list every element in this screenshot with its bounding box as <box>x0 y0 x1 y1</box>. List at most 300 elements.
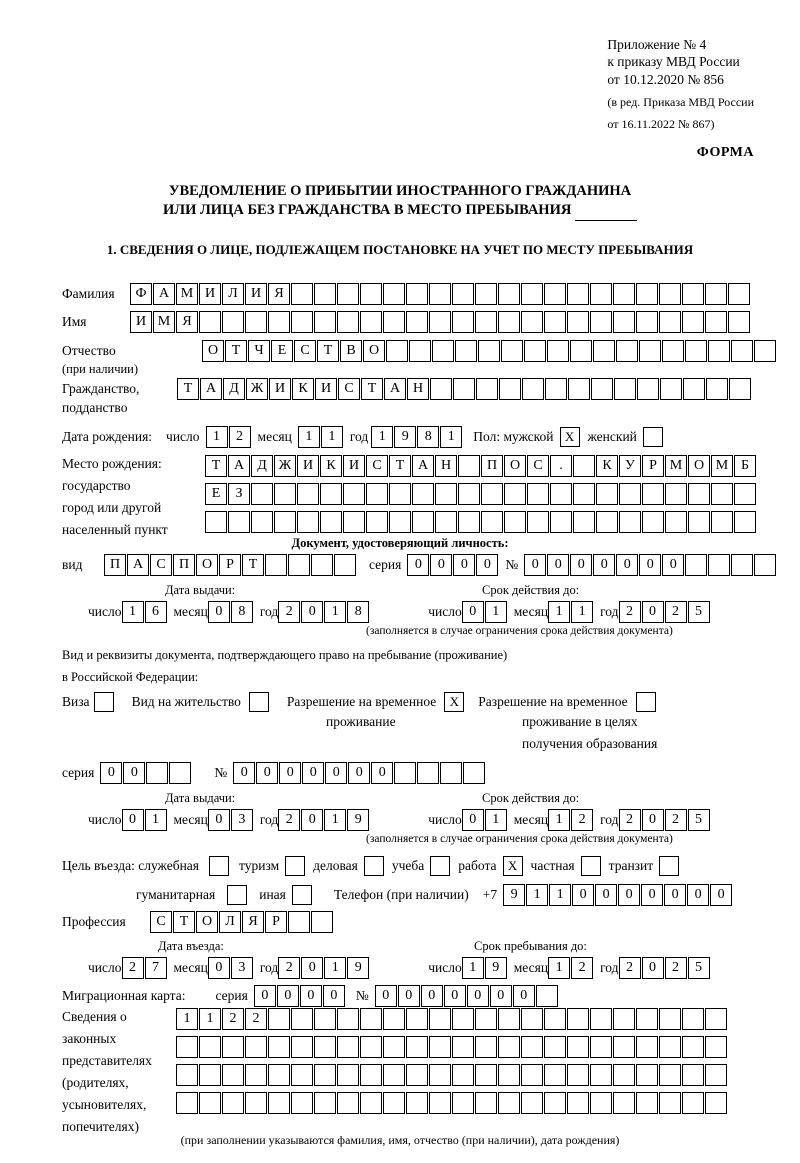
form-cell[interactable] <box>521 1092 543 1114</box>
form-cell[interactable] <box>636 311 658 333</box>
form-cell[interactable] <box>734 511 756 533</box>
form-cell[interactable]: 1 <box>324 601 346 623</box>
permit-valid-year-input[interactable] <box>619 809 711 831</box>
form-cell[interactable]: 0 <box>279 762 301 784</box>
form-cell[interactable] <box>636 1036 658 1058</box>
citizenship-input[interactable] <box>177 378 752 400</box>
form-cell[interactable] <box>682 311 704 333</box>
permit-valid-day-input[interactable] <box>462 809 508 831</box>
doc-kind-input[interactable] <box>104 554 357 576</box>
form-cell[interactable] <box>320 511 342 533</box>
form-cell[interactable] <box>268 1036 290 1058</box>
form-cell[interactable]: 2 <box>619 809 641 831</box>
form-cell[interactable]: 2 <box>245 1008 267 1030</box>
stay-year-input[interactable] <box>619 957 711 979</box>
form-cell[interactable]: О <box>196 554 218 576</box>
profession-input[interactable] <box>150 911 334 933</box>
form-cell[interactable]: 2 <box>665 809 687 831</box>
form-cell[interactable]: А <box>384 378 406 400</box>
form-cell[interactable] <box>383 1092 405 1114</box>
birth-day-input[interactable] <box>206 426 252 448</box>
form-cell[interactable] <box>706 378 728 400</box>
form-cell[interactable] <box>314 283 336 305</box>
form-cell[interactable]: 0 <box>513 985 535 1007</box>
form-cell[interactable] <box>527 511 549 533</box>
form-cell[interactable]: 1 <box>145 809 167 831</box>
legal-rep-input-row2[interactable] <box>176 1036 728 1058</box>
permit-issue-day-input[interactable] <box>122 809 168 831</box>
entry-day-input[interactable] <box>122 957 168 979</box>
form-cell[interactable]: 0 <box>301 809 323 831</box>
form-cell[interactable] <box>245 1092 267 1114</box>
form-cell[interactable]: М <box>665 455 687 477</box>
form-cell[interactable]: 9 <box>347 957 369 979</box>
form-cell[interactable]: 2 <box>665 601 687 623</box>
form-cell[interactable]: П <box>173 554 195 576</box>
form-cell[interactable] <box>705 1036 727 1058</box>
form-cell[interactable] <box>567 1036 589 1058</box>
form-cell[interactable]: 0 <box>348 762 370 784</box>
form-cell[interactable] <box>429 283 451 305</box>
form-cell[interactable]: 0 <box>616 554 638 576</box>
form-cell[interactable] <box>406 283 428 305</box>
form-cell[interactable]: 1 <box>206 426 228 448</box>
purpose-transit-checkbox[interactable] <box>659 856 679 876</box>
form-cell[interactable]: 0 <box>467 985 489 1007</box>
form-cell[interactable] <box>406 1092 428 1114</box>
permit-series-input[interactable] <box>100 762 192 784</box>
form-cell[interactable]: 2 <box>619 601 641 623</box>
form-cell[interactable] <box>429 311 451 333</box>
form-cell[interactable]: И <box>343 455 365 477</box>
form-cell[interactable] <box>685 554 707 576</box>
form-cell[interactable] <box>452 283 474 305</box>
form-cell[interactable] <box>498 1092 520 1114</box>
form-cell[interactable]: 2 <box>278 601 300 623</box>
form-cell[interactable]: И <box>130 311 152 333</box>
form-cell[interactable] <box>734 483 756 505</box>
form-cell[interactable] <box>268 311 290 333</box>
form-cell[interactable]: Ж <box>246 378 268 400</box>
form-cell[interactable]: О <box>196 911 218 933</box>
form-cell[interactable]: Т <box>317 340 339 362</box>
form-cell[interactable]: Ж <box>274 455 296 477</box>
form-cell[interactable]: 2 <box>619 957 641 979</box>
form-cell[interactable] <box>314 1092 336 1114</box>
form-cell[interactable] <box>536 985 558 1007</box>
form-cell[interactable] <box>708 340 730 362</box>
birthplace-input-row1[interactable] <box>205 455 757 477</box>
form-cell[interactable] <box>406 1008 428 1030</box>
form-cell[interactable]: Я <box>242 911 264 933</box>
form-cell[interactable] <box>590 1064 612 1086</box>
sex-male-checkbox[interactable]: X <box>560 427 580 447</box>
form-cell[interactable] <box>291 283 313 305</box>
form-cell[interactable] <box>458 511 480 533</box>
form-cell[interactable] <box>636 1064 658 1086</box>
form-cell[interactable] <box>731 340 753 362</box>
temp-residence-edu-checkbox[interactable] <box>636 692 656 712</box>
form-cell[interactable] <box>476 378 498 400</box>
form-cell[interactable] <box>613 1008 635 1030</box>
form-cell[interactable] <box>222 1036 244 1058</box>
form-cell[interactable]: М <box>153 311 175 333</box>
form-cell[interactable]: 0 <box>407 554 429 576</box>
form-cell[interactable] <box>688 511 710 533</box>
form-cell[interactable] <box>360 1092 382 1114</box>
form-cell[interactable] <box>545 378 567 400</box>
form-cell[interactable] <box>228 511 250 533</box>
form-cell[interactable]: Я <box>268 283 290 305</box>
form-cell[interactable] <box>619 483 641 505</box>
form-cell[interactable]: О <box>202 340 224 362</box>
form-cell[interactable] <box>498 311 520 333</box>
doc-valid-day-input[interactable] <box>462 601 508 623</box>
form-cell[interactable] <box>688 483 710 505</box>
form-cell[interactable] <box>682 283 704 305</box>
form-cell[interactable] <box>383 1036 405 1058</box>
form-cell[interactable]: 2 <box>278 809 300 831</box>
form-cell[interactable] <box>659 1064 681 1086</box>
form-cell[interactable] <box>590 283 612 305</box>
form-cell[interactable]: 8 <box>347 601 369 623</box>
form-cell[interactable]: К <box>320 455 342 477</box>
form-cell[interactable]: К <box>596 455 618 477</box>
form-cell[interactable] <box>498 1064 520 1086</box>
form-cell[interactable] <box>521 1008 543 1030</box>
form-cell[interactable] <box>682 1064 704 1086</box>
form-cell[interactable]: 0 <box>570 554 592 576</box>
migration-series-input[interactable] <box>254 985 346 1007</box>
form-cell[interactable] <box>636 1008 658 1030</box>
form-cell[interactable] <box>412 511 434 533</box>
purpose-other-checkbox[interactable] <box>292 885 312 905</box>
form-cell[interactable] <box>334 554 356 576</box>
form-cell[interactable]: Е <box>271 340 293 362</box>
form-cell[interactable]: 2 <box>571 809 593 831</box>
form-cell[interactable]: Е <box>205 483 227 505</box>
form-cell[interactable]: А <box>127 554 149 576</box>
form-cell[interactable] <box>481 483 503 505</box>
form-cell[interactable] <box>665 483 687 505</box>
form-cell[interactable]: 0 <box>421 985 443 1007</box>
form-cell[interactable] <box>274 483 296 505</box>
form-cell[interactable] <box>659 1036 681 1058</box>
sex-female-checkbox[interactable] <box>643 427 663 447</box>
form-cell[interactable] <box>636 1092 658 1114</box>
name-input[interactable] <box>130 311 751 333</box>
form-cell[interactable]: 0 <box>302 762 324 784</box>
form-cell[interactable]: Б <box>734 455 756 477</box>
form-cell[interactable] <box>613 311 635 333</box>
form-cell[interactable] <box>475 311 497 333</box>
form-cell[interactable] <box>440 762 462 784</box>
birthplace-input-row3[interactable] <box>205 511 757 533</box>
form-cell[interactable] <box>613 283 635 305</box>
form-cell[interactable] <box>499 378 521 400</box>
form-cell[interactable]: А <box>153 283 175 305</box>
form-cell[interactable]: 8 <box>417 426 439 448</box>
form-cell[interactable] <box>394 762 416 784</box>
form-cell[interactable] <box>729 378 751 400</box>
form-cell[interactable]: Л <box>219 911 241 933</box>
form-cell[interactable] <box>475 1064 497 1086</box>
form-cell[interactable] <box>504 511 526 533</box>
form-cell[interactable]: 2 <box>278 957 300 979</box>
form-cell[interactable] <box>708 554 730 576</box>
birth-year-input[interactable] <box>371 426 463 448</box>
form-cell[interactable]: 1 <box>298 426 320 448</box>
birthplace-input-row2[interactable] <box>205 483 757 505</box>
form-cell[interactable] <box>406 1036 428 1058</box>
form-cell[interactable]: 0 <box>277 985 299 1007</box>
form-cell[interactable] <box>642 483 664 505</box>
form-cell[interactable]: А <box>412 455 434 477</box>
form-cell[interactable] <box>613 1092 635 1114</box>
form-cell[interactable] <box>314 1036 336 1058</box>
form-cell[interactable]: В <box>340 340 362 362</box>
form-cell[interactable] <box>383 1008 405 1030</box>
form-cell[interactable] <box>176 1036 198 1058</box>
form-cell[interactable]: . <box>550 455 572 477</box>
form-cell[interactable] <box>291 311 313 333</box>
form-cell[interactable]: 1 <box>462 957 484 979</box>
form-cell[interactable]: 0 <box>208 957 230 979</box>
stay-month-input[interactable] <box>548 957 594 979</box>
form-cell[interactable] <box>453 378 475 400</box>
visa-checkbox[interactable] <box>94 692 114 712</box>
form-cell[interactable] <box>366 511 388 533</box>
form-cell[interactable]: 0 <box>430 554 452 576</box>
purpose-service-checkbox[interactable] <box>209 856 229 876</box>
form-cell[interactable]: 9 <box>503 884 525 906</box>
purpose-private-checkbox[interactable] <box>581 856 601 876</box>
form-cell[interactable] <box>478 340 500 362</box>
form-cell[interactable] <box>429 1092 451 1114</box>
form-cell[interactable] <box>498 1036 520 1058</box>
form-cell[interactable] <box>475 1008 497 1030</box>
form-cell[interactable]: Л <box>222 283 244 305</box>
form-cell[interactable]: 0 <box>476 554 498 576</box>
legal-rep-input-row4[interactable] <box>176 1092 728 1114</box>
purpose-business-checkbox[interactable] <box>364 856 384 876</box>
form-cell[interactable]: И <box>199 283 221 305</box>
form-cell[interactable]: 5 <box>688 957 710 979</box>
form-cell[interactable] <box>412 483 434 505</box>
form-cell[interactable] <box>389 483 411 505</box>
form-cell[interactable] <box>728 283 750 305</box>
form-cell[interactable] <box>455 340 477 362</box>
form-cell[interactable] <box>642 511 664 533</box>
form-cell[interactable]: 7 <box>145 957 167 979</box>
form-cell[interactable]: У <box>619 455 641 477</box>
form-cell[interactable] <box>596 511 618 533</box>
form-cell[interactable] <box>544 1008 566 1030</box>
form-cell[interactable] <box>711 511 733 533</box>
form-cell[interactable]: 0 <box>453 554 475 576</box>
form-cell[interactable]: С <box>527 455 549 477</box>
form-cell[interactable] <box>544 1064 566 1086</box>
form-cell[interactable]: 0 <box>256 762 278 784</box>
form-cell[interactable] <box>360 311 382 333</box>
phone-input[interactable] <box>503 884 733 906</box>
form-cell[interactable]: С <box>150 911 172 933</box>
permit-issue-month-input[interactable] <box>208 809 254 831</box>
form-cell[interactable]: 0 <box>208 809 230 831</box>
form-cell[interactable]: 6 <box>145 601 167 623</box>
purpose-study-checkbox[interactable] <box>430 856 450 876</box>
form-cell[interactable] <box>288 554 310 576</box>
form-cell[interactable] <box>199 1036 221 1058</box>
form-cell[interactable] <box>659 311 681 333</box>
form-cell[interactable]: 9 <box>347 809 369 831</box>
patronymic-input[interactable] <box>202 340 777 362</box>
form-cell[interactable] <box>452 1092 474 1114</box>
form-cell[interactable]: 0 <box>524 554 546 576</box>
form-cell[interactable] <box>498 1008 520 1030</box>
form-cell[interactable] <box>547 340 569 362</box>
form-cell[interactable]: 0 <box>641 884 663 906</box>
form-cell[interactable]: Д <box>251 455 273 477</box>
form-cell[interactable]: 1 <box>548 601 570 623</box>
form-cell[interactable] <box>475 283 497 305</box>
form-cell[interactable]: М <box>711 455 733 477</box>
doc-issue-year-input[interactable] <box>278 601 370 623</box>
form-cell[interactable]: 5 <box>688 809 710 831</box>
form-cell[interactable]: 1 <box>485 809 507 831</box>
form-cell[interactable] <box>429 1036 451 1058</box>
form-cell[interactable] <box>458 455 480 477</box>
form-cell[interactable]: Я <box>176 311 198 333</box>
form-cell[interactable]: С <box>294 340 316 362</box>
form-cell[interactable] <box>665 511 687 533</box>
form-cell[interactable] <box>660 378 682 400</box>
form-cell[interactable] <box>591 378 613 400</box>
form-cell[interactable] <box>291 1092 313 1114</box>
form-cell[interactable] <box>452 311 474 333</box>
form-cell[interactable]: 0 <box>233 762 255 784</box>
form-cell[interactable] <box>570 340 592 362</box>
form-cell[interactable]: К <box>292 378 314 400</box>
form-cell[interactable] <box>429 1008 451 1030</box>
form-cell[interactable] <box>637 378 659 400</box>
form-cell[interactable] <box>662 340 684 362</box>
form-cell[interactable]: С <box>338 378 360 400</box>
form-cell[interactable] <box>639 340 661 362</box>
form-cell[interactable]: О <box>504 455 526 477</box>
form-cell[interactable] <box>475 1092 497 1114</box>
form-cell[interactable] <box>613 1036 635 1058</box>
form-cell[interactable]: Н <box>407 378 429 400</box>
form-cell[interactable]: 0 <box>301 601 323 623</box>
form-cell[interactable] <box>432 340 454 362</box>
form-cell[interactable] <box>619 511 641 533</box>
form-cell[interactable] <box>544 311 566 333</box>
form-cell[interactable]: И <box>315 378 337 400</box>
form-cell[interactable] <box>521 311 543 333</box>
form-cell[interactable]: 0 <box>208 601 230 623</box>
form-cell[interactable]: О <box>363 340 385 362</box>
form-cell[interactable] <box>169 762 191 784</box>
form-cell[interactable]: 0 <box>300 985 322 1007</box>
form-cell[interactable]: Ч <box>248 340 270 362</box>
form-cell[interactable]: 0 <box>687 884 709 906</box>
form-cell[interactable]: Т <box>173 911 195 933</box>
surname-input[interactable] <box>130 283 751 305</box>
form-cell[interactable] <box>314 311 336 333</box>
form-cell[interactable]: Д <box>223 378 245 400</box>
form-cell[interactable] <box>383 311 405 333</box>
form-cell[interactable] <box>314 1008 336 1030</box>
form-cell[interactable]: 0 <box>444 985 466 1007</box>
form-cell[interactable] <box>521 283 543 305</box>
form-cell[interactable] <box>409 340 431 362</box>
form-cell[interactable]: 1 <box>176 1008 198 1030</box>
form-cell[interactable]: 0 <box>710 884 732 906</box>
birth-month-input[interactable] <box>298 426 344 448</box>
form-cell[interactable] <box>268 1092 290 1114</box>
form-cell[interactable]: 0 <box>371 762 393 784</box>
form-cell[interactable]: 2 <box>571 957 593 979</box>
form-cell[interactable]: 1 <box>440 426 462 448</box>
form-cell[interactable] <box>435 511 457 533</box>
form-cell[interactable]: 1 <box>571 601 593 623</box>
form-cell[interactable] <box>245 311 267 333</box>
form-cell[interactable]: З <box>228 483 250 505</box>
form-cell[interactable] <box>417 762 439 784</box>
form-cell[interactable]: 1 <box>324 957 346 979</box>
form-cell[interactable] <box>199 311 221 333</box>
form-cell[interactable] <box>146 762 168 784</box>
form-cell[interactable]: 1 <box>371 426 393 448</box>
form-cell[interactable] <box>544 1092 566 1114</box>
form-cell[interactable]: 0 <box>323 985 345 1007</box>
doc-issue-day-input[interactable] <box>122 601 168 623</box>
form-cell[interactable]: 0 <box>254 985 276 1007</box>
form-cell[interactable] <box>705 283 727 305</box>
form-cell[interactable] <box>458 483 480 505</box>
form-cell[interactable] <box>573 511 595 533</box>
form-cell[interactable]: 0 <box>662 554 684 576</box>
form-cell[interactable]: 0 <box>325 762 347 784</box>
form-cell[interactable] <box>291 1064 313 1086</box>
form-cell[interactable] <box>524 340 546 362</box>
form-cell[interactable] <box>337 283 359 305</box>
form-cell[interactable]: Н <box>435 455 457 477</box>
entry-year-input[interactable] <box>278 957 370 979</box>
form-cell[interactable] <box>567 283 589 305</box>
form-cell[interactable] <box>475 1036 497 1058</box>
form-cell[interactable] <box>251 511 273 533</box>
form-cell[interactable]: 0 <box>595 884 617 906</box>
form-cell[interactable]: 9 <box>485 957 507 979</box>
form-cell[interactable] <box>366 483 388 505</box>
form-cell[interactable] <box>337 1064 359 1086</box>
form-cell[interactable] <box>291 1036 313 1058</box>
form-cell[interactable]: И <box>297 455 319 477</box>
form-cell[interactable]: С <box>150 554 172 576</box>
form-cell[interactable]: Т <box>225 340 247 362</box>
form-cell[interactable] <box>568 378 590 400</box>
form-cell[interactable] <box>682 1092 704 1114</box>
form-cell[interactable]: 0 <box>100 762 122 784</box>
form-cell[interactable]: 0 <box>642 601 664 623</box>
form-cell[interactable] <box>311 911 333 933</box>
form-cell[interactable] <box>337 1036 359 1058</box>
form-cell[interactable] <box>452 1036 474 1058</box>
form-cell[interactable] <box>501 340 523 362</box>
form-cell[interactable] <box>176 1092 198 1114</box>
